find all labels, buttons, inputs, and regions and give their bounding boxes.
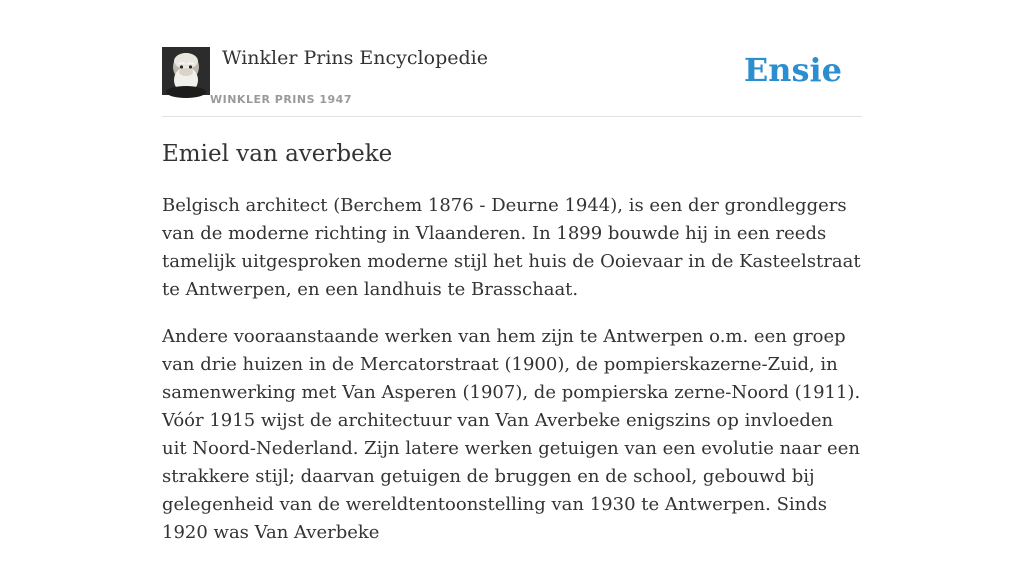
site-subtitle: WINKLER PRINS 1947 <box>210 93 352 106</box>
article-paragraph: Belgisch architect (Berchem 1876 - Deurne 1944), is een der grondleggers van de moderne richting in Vlaanderen. In 1899 bouwde hij in een reeds tamelijk uitgesproken moderne stijl het huis de Ooievaar in de Kasteelstraat te Antwerpen, en een landhuis te Brasschaat. <box>162 195 861 300</box>
site-title[interactable]: Winkler Prins Encyclopedie <box>222 47 488 69</box>
article-title: Emiel van averbeke <box>162 141 393 167</box>
portrait-avatar-icon[interactable] <box>162 47 210 95</box>
article-paragraph: Andere vooraanstaande werken van hem zijn te Antwerpen o.m. een groep van drie huizen in de Mercatorstraat (1900), de pompierskazerne-Zuid, in samenwerking met Van Asperen (1907), de pompierska zerne-Noord (1911). Vóór 1915 wijst de architectuur van Van Averbeke enigszins op invloeden uit Noord-Nederland. Zijn latere werken getuigen van een evolutie naar een strakkere stijl; daarvan getuigen de bruggen en de school, gebouwd bij gelegenheid van de wereldtentoonstelling van 1930 te Antwerpen. Sinds 1920 was Van Averbeke <box>162 326 861 543</box>
site-header <box>162 46 862 117</box>
article-body <box>162 192 862 566</box>
avatar-image <box>162 47 210 95</box>
brand-logo[interactable]: Ensie <box>743 51 842 89</box>
